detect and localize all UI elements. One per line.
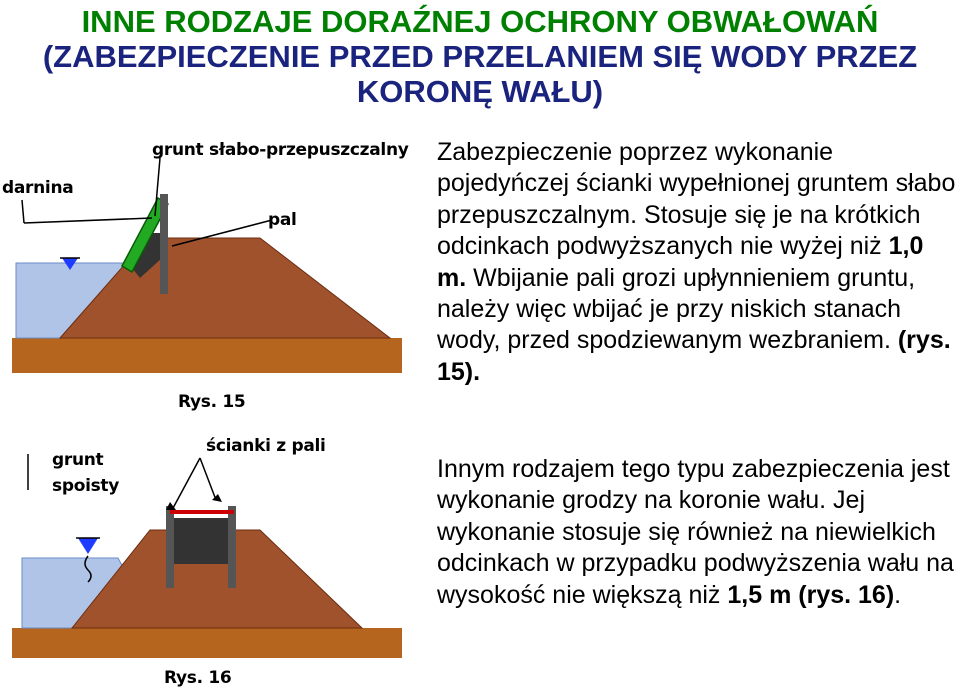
label-spoisty: spoisty bbox=[52, 476, 120, 496]
paragraph-1-bold-height: 1,0 m. bbox=[437, 232, 924, 292]
levee-body bbox=[60, 238, 390, 338]
figure-16 bbox=[0, 430, 420, 694]
levee-diagram-15 bbox=[0, 128, 420, 428]
paragraph-1-text-2: Wbijanie pali grozi upłynnieniem gruntu, należy więc wbijać je przy niskich stanach wody, przed spodziewanym wezbraniem. bbox=[437, 263, 916, 355]
title-line-1: INNE RODZAJE DORAŹNEJ OCHRONY OBWAŁOWAŃ bbox=[81, 4, 879, 39]
label-darnina: darnina bbox=[2, 178, 74, 198]
paragraph-1 bbox=[437, 137, 957, 388]
slide-title bbox=[0, 4, 960, 109]
figure-16-caption: Rys. 16 bbox=[164, 668, 232, 688]
pile-right bbox=[228, 506, 236, 588]
red-cap bbox=[170, 510, 234, 514]
cofferdam-fill bbox=[172, 518, 232, 564]
water-level-marker bbox=[78, 538, 98, 554]
figure-15-caption: Rys. 15 bbox=[178, 392, 246, 412]
paragraph-2-end: . bbox=[894, 580, 902, 609]
label-grunt: grunt bbox=[52, 450, 104, 470]
title-line-2: (ZABEZPIECZENIE PRZED PRZELANIEM SIĘ WODY PRZEZ bbox=[42, 39, 918, 74]
paragraph-2 bbox=[437, 454, 957, 611]
label-grunt-slabo: grunt słabo-przepuszczalny bbox=[152, 140, 409, 160]
paragraph-2-bold: 1,5 m (rys. 16) bbox=[727, 580, 895, 609]
paragraph-2-text: Innym rodzajem tego typu zabezpieczenia jest wykonanie grodzy na koronie wału. Jej wykonanie stosuje się również na niewielkich odcinkach w przypadku podwyższenia wału na wysokość nie większą niż bbox=[437, 455, 954, 609]
title-line-3: KORONĘ WAŁU) bbox=[356, 74, 604, 109]
paragraph-1-bold-ref: (rys. 15). bbox=[437, 326, 951, 386]
pile bbox=[160, 194, 168, 294]
label-pal: pal bbox=[268, 210, 297, 230]
foundation-layer bbox=[12, 628, 402, 658]
paragraph-1-text: Zabezpieczenie poprzez wykonanie pojedyńczej ścianki wypełnionej gruntem słabo przepuszczalnym. Stosuje się je na krótkich odcinkach podwyższanych nie wyżej niż bbox=[437, 138, 956, 261]
label-scianki-z-pali: ścianki z pali bbox=[206, 436, 326, 456]
pile-left bbox=[166, 506, 174, 588]
foundation-layer bbox=[12, 338, 402, 373]
figure-15 bbox=[0, 128, 420, 428]
